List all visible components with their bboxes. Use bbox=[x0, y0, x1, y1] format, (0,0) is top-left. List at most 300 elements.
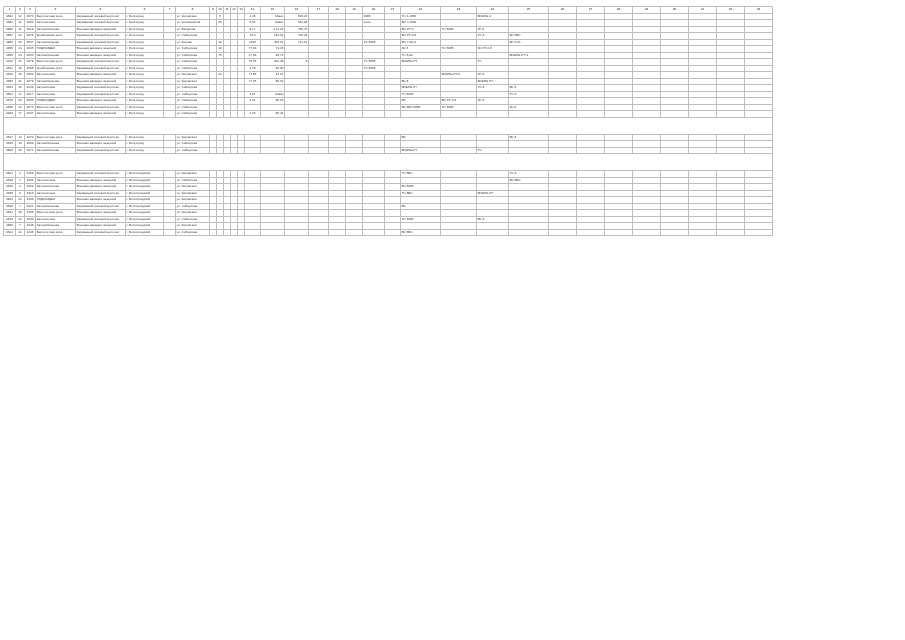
table-cell: Автомобильная bbox=[36, 39, 76, 46]
table-cell: 4618 bbox=[4, 177, 16, 184]
table-cell: Карманный полевой вертолет bbox=[76, 39, 126, 46]
table-cell: ВОЕНЕ РТ bbox=[401, 85, 441, 92]
table-cell: Карманный полевой вертолет bbox=[76, 203, 126, 210]
table-cell: ТС 5685 bbox=[441, 26, 477, 33]
table-cell bbox=[509, 229, 549, 236]
table-cell: ул. Сибирская bbox=[176, 65, 210, 72]
table-cell: ВС 8 bbox=[509, 85, 549, 92]
table-cell bbox=[549, 229, 577, 236]
table-cell: ТС 8ВС bbox=[401, 171, 441, 178]
table-cell: 4821 bbox=[4, 13, 16, 20]
table-cell: ВС 8ВС 5685 bbox=[401, 104, 441, 111]
table-cell: г. Волгоградский bbox=[126, 216, 164, 223]
table-cell: 4078 bbox=[25, 59, 36, 66]
table-cell: г. Болгоград bbox=[126, 147, 164, 154]
table-cell: Военная авиация лазерной bbox=[76, 210, 126, 217]
table-cell: Автомобильная bbox=[36, 52, 76, 59]
table-cell: Сель bbox=[363, 20, 385, 27]
column-header: 3 bbox=[25, 7, 36, 14]
table-cell: Военная авиация лазерной bbox=[76, 26, 126, 33]
table-cell: 17,56 bbox=[245, 52, 261, 59]
table-cell: 77,09 bbox=[245, 46, 261, 53]
table-cell bbox=[217, 229, 224, 236]
table-cell: Мами bbox=[261, 13, 285, 20]
table-cell: 7 bbox=[16, 203, 25, 210]
table-cell: ВОЕНЕ-РТ bbox=[401, 59, 441, 66]
table-cell: 4037 bbox=[25, 39, 36, 46]
table-cell: 8 bbox=[285, 59, 309, 66]
table-cell: ВОЕНЕ РТ bbox=[477, 78, 509, 85]
table-cell: Карманный полевой вертолет bbox=[76, 216, 126, 223]
table-cell: Карманный полевой вертолет bbox=[76, 147, 126, 154]
table-cell: г. Волгоградский bbox=[126, 171, 164, 178]
table-cell: Крейсерская рота bbox=[36, 65, 76, 72]
table-cell: ул. Кировская bbox=[176, 210, 210, 217]
table-cell: ВОЕНЕ-РТ-А bbox=[509, 52, 549, 59]
table-cell bbox=[238, 229, 245, 236]
table-cell: 4645 bbox=[4, 190, 16, 197]
column-header: 6 bbox=[126, 7, 164, 14]
table-cell: г. Болгоград bbox=[126, 104, 164, 111]
table-cell: ТС 5685 bbox=[401, 91, 441, 98]
column-header: 2 bbox=[16, 7, 25, 14]
column-header: 1 bbox=[4, 7, 16, 14]
table-cell: Карманный полевой вертолет bbox=[76, 171, 126, 178]
table-cell: ТС 8 bbox=[509, 171, 549, 178]
table-cell: ТС 5685 bbox=[363, 59, 385, 66]
column-header: 12 bbox=[232, 7, 236, 11]
table-cell: 4997 bbox=[4, 33, 16, 40]
table-cell: 4346 bbox=[25, 223, 36, 230]
table-cell: Автомобильная bbox=[36, 147, 76, 154]
table-cell: Автоколонна bbox=[36, 85, 76, 92]
table-cell: ул. Кирова bbox=[176, 39, 210, 46]
table-cell: 4076 bbox=[25, 33, 36, 40]
section-spacer-cell bbox=[4, 117, 773, 134]
table-cell: 711,51 bbox=[285, 39, 309, 46]
table-cell: ПОДРАЗДЕЛ. bbox=[36, 46, 76, 53]
table-cell: 2100 bbox=[245, 39, 261, 46]
table-cell: 705,24 bbox=[285, 33, 309, 40]
table-cell: Автоколонна bbox=[36, 91, 76, 98]
table-cell: Военная авиация лазерной bbox=[76, 141, 126, 148]
table-cell: 5,64 bbox=[245, 20, 261, 27]
table-cell: Карманный полевой вертолет bbox=[76, 85, 126, 92]
table-cell: Автомобильная bbox=[36, 223, 76, 230]
table-cell: 4070 bbox=[25, 13, 36, 20]
table-cell: г. Болгоград bbox=[126, 78, 164, 85]
table-cell: ЗС 8 bbox=[509, 104, 549, 111]
table-cell: Вертолетная рота bbox=[36, 171, 76, 178]
table-cell bbox=[210, 229, 217, 236]
table-cell: Военная авиация лазерной bbox=[76, 98, 126, 105]
table-cell: 4949 bbox=[4, 111, 16, 118]
table-cell: 1,21 bbox=[245, 98, 261, 105]
table-cell: 4076 bbox=[25, 78, 36, 85]
table-cell: ул. Сибирская bbox=[176, 147, 210, 154]
table-cell: 85,44 bbox=[261, 111, 285, 118]
table-cell: ул. Кировская bbox=[176, 190, 210, 197]
table-cell: 19 bbox=[16, 85, 25, 92]
column-header: 27 bbox=[577, 7, 605, 14]
table-cell: 4651 bbox=[4, 91, 16, 98]
table-cell bbox=[224, 229, 231, 236]
table-body bbox=[4, 13, 773, 236]
table-cell: 33 bbox=[218, 72, 222, 76]
table-cell: 11 bbox=[16, 26, 25, 33]
table-cell: Карманный полевой вертолет bbox=[76, 91, 126, 98]
table-cell: 4 bbox=[16, 184, 25, 191]
table-cell: 82,40 bbox=[261, 65, 285, 72]
table-cell: ул. Сибирская bbox=[176, 46, 210, 53]
table-cell: Карманный полевой вертолет bbox=[76, 104, 126, 111]
column-header: 23 bbox=[441, 7, 477, 14]
table-cell: 4330 bbox=[25, 216, 36, 223]
table-cell: ул. Кировская bbox=[176, 184, 210, 191]
table-cell: 74,43 bbox=[261, 46, 285, 53]
table-cell: 12 bbox=[16, 229, 25, 236]
table-cell: 88,23 bbox=[261, 98, 285, 105]
table-row bbox=[4, 229, 773, 236]
table-cell bbox=[577, 229, 605, 236]
table-cell: 4321 bbox=[25, 203, 36, 210]
column-header: 11 bbox=[225, 7, 229, 11]
table-cell: ул. Сибирская bbox=[176, 59, 210, 66]
section-spacer-row bbox=[4, 154, 773, 171]
column-header: 21 bbox=[385, 7, 401, 14]
table-cell: 18 bbox=[16, 210, 25, 217]
table-cell: 19 bbox=[16, 72, 25, 79]
table-cell bbox=[441, 229, 477, 236]
table-cell: г. Болгоград bbox=[126, 13, 164, 20]
table-cell: г. Волгоградский bbox=[126, 203, 164, 210]
table-cell: ул. Сибирская bbox=[176, 104, 210, 111]
table-cell: ул. Сибирская bbox=[176, 111, 210, 118]
table-cell: ПОДРАЗДЕЛ. bbox=[36, 197, 76, 204]
table-cell: 4301 bbox=[25, 177, 36, 184]
table-cell: ул. Кировская bbox=[176, 197, 210, 204]
table-cell: ул. Кировская bbox=[176, 223, 210, 230]
table-cell: 4338 bbox=[25, 197, 36, 204]
table-cell: г. Болгоград bbox=[126, 65, 164, 72]
table-cell: ТС 8-82 bbox=[401, 52, 441, 59]
table-cell: Мами bbox=[261, 91, 285, 98]
table-cell: г. Волгоградский bbox=[126, 229, 164, 236]
table-cell: 4047 bbox=[25, 111, 36, 118]
table-cell: г. Болгоград bbox=[126, 33, 164, 40]
table-cell: ПОДРАЗДЕЛ. bbox=[36, 98, 76, 105]
table-cell: 4978 bbox=[4, 98, 16, 105]
table-cell: 1 bbox=[16, 171, 25, 178]
table-cell: 1 41,23 bbox=[261, 26, 285, 33]
table-cell: ул. Кировская bbox=[176, 171, 210, 178]
table-cell: 4346 bbox=[25, 229, 36, 236]
table-cell: г. Волгоградский bbox=[126, 184, 164, 191]
table-cell: ВС 8ВС bbox=[401, 229, 441, 236]
column-header: 7 bbox=[164, 7, 176, 14]
table-cell: ул. Сибирская bbox=[176, 91, 210, 98]
table-cell: Военная авиация лазерной bbox=[76, 197, 126, 204]
table-cell: 17 bbox=[16, 111, 25, 118]
table-cell: 24 bbox=[16, 52, 25, 59]
table-cell bbox=[363, 229, 385, 236]
table-cell: ТС bbox=[477, 59, 509, 66]
table-cell: Автоколонна bbox=[36, 20, 76, 27]
table-cell: 20 bbox=[16, 98, 25, 105]
table-cell: ТС 4.1956 bbox=[401, 13, 441, 20]
column-header: 26 bbox=[549, 7, 577, 14]
table-cell: 4309 bbox=[25, 184, 36, 191]
table-cell: 7 bbox=[16, 223, 25, 230]
column-header: 25 bbox=[509, 7, 549, 14]
table-cell: 4019 bbox=[25, 26, 36, 33]
table-cell: ул. Сибирская bbox=[176, 141, 210, 148]
table-cell: г. Волгоградский bbox=[126, 210, 164, 217]
table-cell: Военная авиация лазерной bbox=[76, 223, 126, 230]
table-cell: ул. Кировская bbox=[176, 13, 210, 20]
section-spacer-row bbox=[4, 117, 773, 134]
table-cell: 4069 bbox=[25, 141, 36, 148]
table-cell: 4702 bbox=[4, 59, 16, 66]
table-cell: ул. Сибирская bbox=[176, 216, 210, 223]
table-cell bbox=[717, 229, 745, 236]
table-cell: 13 bbox=[16, 104, 25, 111]
table-cell: ул. Сибирская bbox=[176, 98, 210, 105]
table-cell: ул. Космонавтов bbox=[176, 20, 210, 27]
table-cell: 4060 bbox=[25, 72, 36, 79]
table-cell: 4636 bbox=[4, 203, 16, 210]
table-cell: Автоколонна bbox=[36, 111, 76, 118]
table-cell: 5 bbox=[217, 13, 224, 20]
table-cell: Карманный полевой вертолет bbox=[76, 59, 126, 66]
column-header: 24 bbox=[477, 7, 509, 14]
table-cell: ВС bbox=[401, 98, 441, 105]
table-cell: 13 bbox=[16, 216, 25, 223]
table-cell: ВС 5685 bbox=[401, 184, 441, 191]
table-cell: Автомобильная bbox=[36, 78, 76, 85]
table-cell: 4995 bbox=[4, 46, 16, 53]
table-cell: Вертолетная рота bbox=[36, 13, 76, 20]
table-cell: ТС 5685 bbox=[363, 65, 385, 72]
table-cell: г. Болгоград bbox=[126, 46, 164, 53]
table-cell: 4070 bbox=[25, 134, 36, 141]
table-cell bbox=[231, 229, 238, 236]
table-cell: ЗС РТ-0-8 bbox=[477, 46, 509, 53]
table-cell: Автоколонна bbox=[36, 216, 76, 223]
table-cell: 4950 bbox=[4, 26, 16, 33]
table-cell: 1,15 bbox=[245, 13, 261, 20]
column-header: 32 bbox=[717, 7, 745, 14]
table-cell: ул. Сибирская bbox=[176, 33, 210, 40]
table-cell: ВС 8 bbox=[401, 78, 441, 85]
table-cell: 19 bbox=[218, 39, 222, 44]
table-cell: 4836 bbox=[4, 104, 16, 111]
table-cell: ЗС 8 bbox=[477, 98, 509, 105]
table-cell: 4641 bbox=[4, 210, 16, 217]
table-cell: г. Волгоградский bbox=[126, 190, 164, 197]
table-cell: Карманный полевой вертолет bbox=[76, 134, 126, 141]
table-cell: 19 bbox=[16, 141, 25, 148]
table-cell: 17 bbox=[16, 91, 25, 98]
table-cell: ЗС 8 bbox=[477, 72, 509, 79]
table-cell: Военная авиация лазерной bbox=[76, 78, 126, 85]
table-cell: 21 bbox=[16, 33, 25, 40]
table-cell: 25 bbox=[218, 20, 222, 24]
column-header: 33 bbox=[745, 7, 773, 14]
table-cell: ул. Кировская bbox=[176, 78, 210, 85]
table-cell: Карманный полевой вертолет bbox=[76, 33, 126, 40]
table-cell: 11 bbox=[16, 20, 25, 27]
table-cell: Карманный полевой вертолет bbox=[76, 229, 126, 236]
column-header: 19 bbox=[346, 7, 363, 14]
table-cell bbox=[164, 229, 176, 236]
table-cell: 4641 bbox=[4, 229, 16, 236]
table-cell: ЗС 8 bbox=[477, 26, 509, 33]
table-cell bbox=[745, 229, 773, 236]
table-cell: 4065 bbox=[25, 98, 36, 105]
table-cell: Карманный полевой вертолет bbox=[76, 13, 126, 20]
table-cell: Вертолетная рота bbox=[36, 210, 76, 217]
table-cell: ул. Сибирская bbox=[176, 229, 210, 236]
table-cell: г. Болгоград bbox=[126, 91, 164, 98]
table-cell: 77,35 bbox=[245, 78, 261, 85]
table-cell: 70,0 bbox=[245, 33, 261, 40]
table-cell: г. Волгоградский bbox=[126, 223, 164, 230]
column-header: 13 bbox=[239, 7, 243, 11]
table-cell: 4633 bbox=[4, 85, 16, 92]
table-cell: 4049 bbox=[25, 85, 36, 92]
table-cell: 1,78 bbox=[245, 65, 261, 72]
table-cell bbox=[261, 229, 285, 236]
table-cell: ТС bbox=[477, 147, 509, 154]
table-cell: ВО РТ-0-8 bbox=[441, 98, 477, 105]
table-cell: 12 bbox=[16, 13, 25, 20]
table-cell: Вертолетная рота bbox=[36, 134, 76, 141]
table-cell: г. Болгоград bbox=[126, 98, 164, 105]
table-cell: 4621 bbox=[4, 171, 16, 178]
table-cell: 1 bbox=[16, 177, 25, 184]
table-cell bbox=[477, 229, 509, 236]
table-cell: Карманный полевой вертолет bbox=[76, 190, 126, 197]
table-cell: Автомобильная bbox=[36, 141, 76, 148]
table-cell: ул. Сибирская bbox=[176, 52, 210, 59]
table-cell: Автомобильная bbox=[36, 26, 76, 33]
table-cell: 91,7 bbox=[245, 26, 261, 33]
table-cell: ВО РТ-0-8 bbox=[401, 33, 441, 40]
table-cell: 4682 bbox=[4, 20, 16, 27]
table-cell: ул. Сибирская bbox=[176, 177, 210, 184]
column-header: 16 bbox=[285, 7, 309, 14]
table-cell: г. Болгоград bbox=[126, 134, 164, 141]
table-cell: 545,23 bbox=[285, 13, 309, 20]
table-cell: 4635 bbox=[4, 141, 16, 148]
table-cell: г. Болгоград bbox=[126, 26, 164, 33]
column-header: 31 bbox=[689, 7, 717, 14]
table-cell: ТС 8 bbox=[509, 91, 549, 98]
table-cell: ВО 3.1600 bbox=[401, 20, 441, 27]
table-cell: 47,14 bbox=[261, 72, 285, 79]
column-header: 30 bbox=[661, 7, 689, 14]
table-cell: ул. Сибирская bbox=[176, 203, 210, 210]
table-cell: ВС 8 bbox=[477, 216, 509, 223]
table-cell: 491,48 bbox=[261, 59, 285, 66]
table-cell: 21 bbox=[16, 78, 25, 85]
table-cell: 4680 bbox=[4, 223, 16, 230]
table-cell: 4883 bbox=[4, 39, 16, 46]
table-cell: 144,91 bbox=[261, 33, 285, 40]
table-cell: г. Волгоградский bbox=[126, 177, 164, 184]
table-cell: 21 bbox=[16, 59, 25, 66]
table-cell: 4646 bbox=[4, 72, 16, 79]
table-cell: 4073 bbox=[25, 104, 36, 111]
table-cell bbox=[309, 229, 329, 236]
column-header: 22 bbox=[401, 7, 441, 14]
table-cell bbox=[245, 229, 261, 236]
column-header: 9 bbox=[210, 7, 217, 14]
table-cell: 4643 bbox=[4, 216, 16, 223]
table-cell: г. Волгоградский bbox=[126, 197, 164, 204]
table-cell: г. Болгоград bbox=[126, 39, 164, 46]
table-cell: ТС 5685 bbox=[441, 104, 477, 111]
table-cell: 8 bbox=[16, 190, 25, 197]
column-header: 8 bbox=[176, 7, 210, 14]
table-cell: Военная авиация лазерной bbox=[76, 72, 126, 79]
table-cell: 521,96 bbox=[285, 20, 309, 27]
table-cell bbox=[689, 229, 717, 236]
table-cell: Вертолетная рота bbox=[36, 59, 76, 66]
table-cell: Мами bbox=[261, 20, 285, 27]
table-cell bbox=[329, 229, 346, 236]
table-cell: 4035 bbox=[25, 46, 36, 53]
table-cell: ВС 8 bbox=[509, 134, 549, 141]
section-spacer-cell bbox=[4, 154, 773, 171]
table-cell: 4071 bbox=[25, 147, 36, 154]
table-cell: 76 bbox=[218, 52, 222, 57]
table-cell bbox=[661, 229, 689, 236]
table-cell: Военная авиация лазерной bbox=[76, 46, 126, 53]
table-cell: ул. Бачурина bbox=[176, 26, 210, 33]
table-cell: 1,67 bbox=[245, 91, 261, 98]
table-cell bbox=[385, 229, 401, 236]
table-cell: ВС bbox=[401, 203, 441, 210]
table-cell: 4068 bbox=[25, 65, 36, 72]
table-cell: ВС bbox=[401, 134, 441, 141]
table-cell: ВО 7-02-А bbox=[401, 39, 441, 46]
column-header: 17 bbox=[309, 7, 329, 14]
column-header: 18 bbox=[329, 7, 346, 14]
table-cell: ТС 8 bbox=[477, 85, 509, 92]
column-header: 20 bbox=[363, 7, 385, 14]
table-cell: г. Болгоград bbox=[126, 111, 164, 118]
table-cell: 4603 bbox=[4, 197, 16, 204]
table-cell: Вертолетная рота bbox=[36, 104, 76, 111]
table-cell: 1,15 bbox=[245, 111, 261, 118]
column-header: 29 bbox=[633, 7, 661, 14]
table-cell: Военная авиация лазерной bbox=[76, 177, 126, 184]
table-cell: 14 bbox=[16, 134, 25, 141]
table-cell: Автоколонна bbox=[36, 190, 76, 197]
table-cell bbox=[346, 229, 363, 236]
table-cell: 304,21 bbox=[261, 39, 285, 46]
table-cell: Военная авиация лазерной bbox=[76, 111, 126, 118]
table-cell: ВОЕНЕ-РТ-8 bbox=[441, 72, 477, 79]
table-cell: 4603 bbox=[4, 147, 16, 154]
table-cell bbox=[633, 229, 661, 236]
table-cell: 786,70 bbox=[285, 26, 309, 33]
table-cell: ЗС 8 bbox=[401, 46, 441, 53]
table-cell: Автомобильная bbox=[36, 184, 76, 191]
table-cell: 48,71 bbox=[261, 52, 285, 59]
